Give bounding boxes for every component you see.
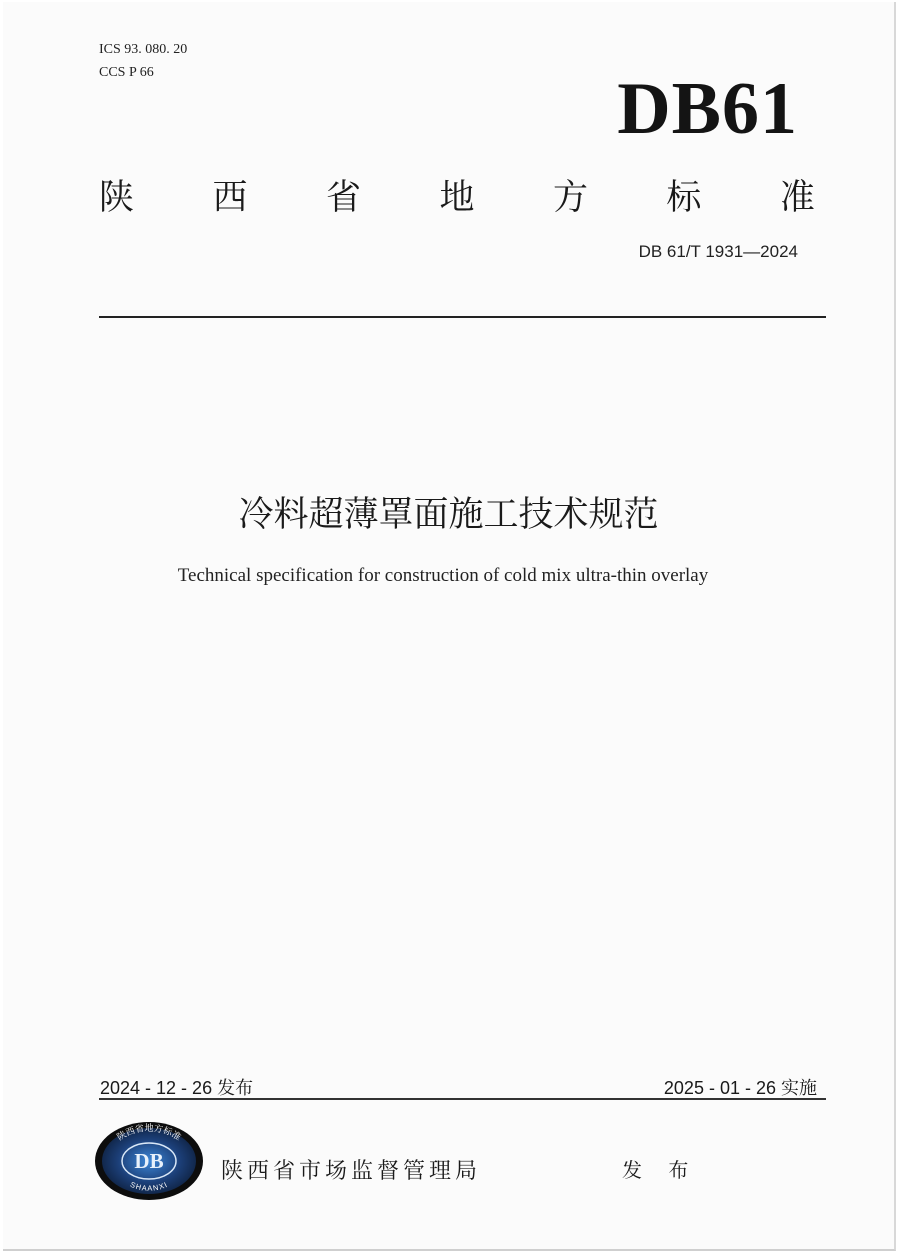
issuer-name: 陕西省市场监督管理局 xyxy=(221,1159,482,1184)
standard-number: DB 61/T 1931—2024 xyxy=(638,242,798,261)
issuer-action: 发 布 xyxy=(622,1158,699,1182)
standard-type-char: 准 xyxy=(779,178,815,218)
standard-type-char: 标 xyxy=(666,178,702,218)
standard-type-char: 地 xyxy=(439,178,475,218)
seal-center-text: DB xyxy=(134,1149,164,1173)
standard-type-char: 陕 xyxy=(99,178,135,218)
title-chinese: 冷料超薄罩面施工技术规范 xyxy=(238,495,659,535)
ics-code: ICS 93. 080. 20 xyxy=(99,42,188,57)
footer-divider xyxy=(99,1098,826,1100)
standard-type-heading xyxy=(99,170,815,220)
ccs-code: CCS P 66 xyxy=(99,65,154,80)
standard-type-char: 省 xyxy=(325,178,361,218)
header-divider xyxy=(99,316,826,318)
seal-bottom-text: SHAANXI xyxy=(128,1179,170,1193)
issuer-seal-logo xyxy=(94,1121,204,1201)
standard-type-char: 方 xyxy=(552,178,588,218)
implementation-date: 2025 - 01 - 26 实施 xyxy=(663,1078,817,1098)
standard-type-char: 西 xyxy=(212,178,248,218)
title-english: Technical specification for construction of cold mix ultra-thin overlay xyxy=(177,565,709,586)
seal-top-text: 陕西省地方标准 xyxy=(115,1124,183,1144)
publish-date: 2024 - 12 - 26 发布 xyxy=(100,1078,254,1098)
document-page xyxy=(3,2,896,1251)
db-code-logo: DB61 xyxy=(617,68,798,150)
